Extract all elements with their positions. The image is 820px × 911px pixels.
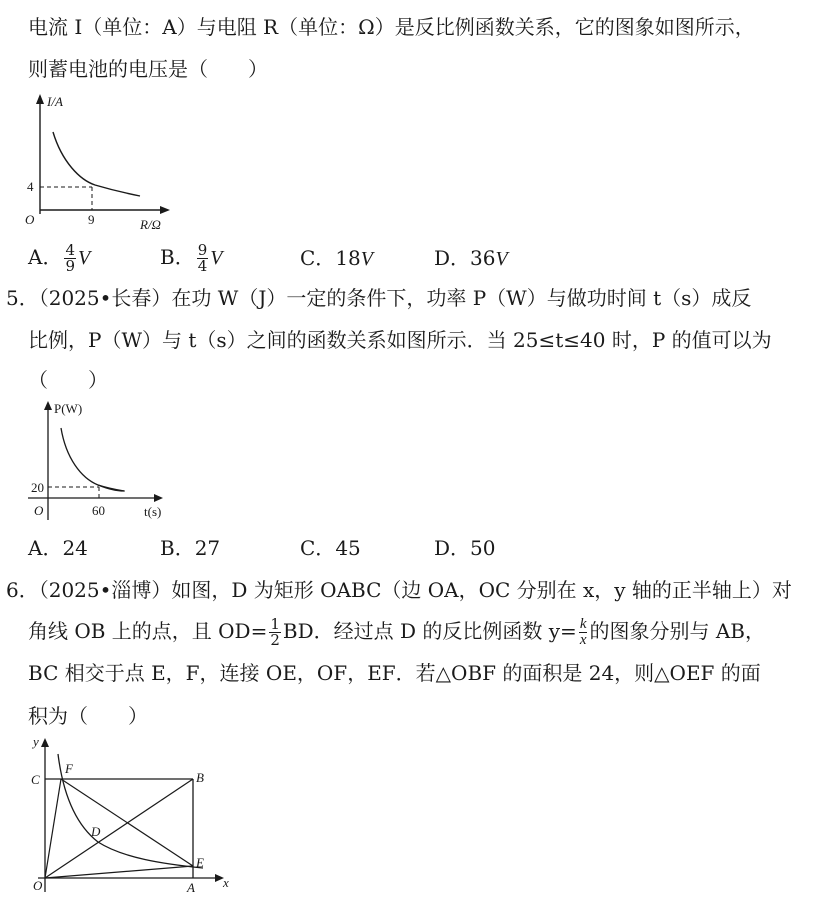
q5-option-b[interactable]: B．27 bbox=[160, 536, 221, 560]
option-letter: D． bbox=[434, 246, 471, 270]
option-letter: C． bbox=[300, 246, 336, 270]
q5-text-line3: （ ） bbox=[28, 368, 108, 392]
fraction-k-over-x: $\frac{k}{x}$ bbox=[579, 616, 587, 648]
q4-option-b[interactable]: B． $\frac{9}{4}$ V bbox=[160, 241, 223, 275]
fraction: $\frac{4}{9}$ bbox=[65, 241, 75, 275]
option-letter: D． bbox=[434, 536, 471, 560]
q5-text-line2: 比例，P（W）与 t（s）之间的函数关系如图所示．当 25≤t≤40 时，P 的值可以为 bbox=[28, 328, 772, 352]
q5-y-label: P(W) bbox=[54, 401, 83, 416]
q4-origin: O bbox=[25, 212, 35, 227]
q6-line-OF bbox=[45, 779, 61, 878]
q4-option-c[interactable]: C．18V bbox=[300, 246, 373, 270]
q6-y-arrow bbox=[41, 738, 49, 747]
q5-graph bbox=[26, 398, 176, 523]
q4-y-tick: 4 bbox=[27, 179, 34, 194]
q6-text-line3: BC 相交于点 E，F，连接 OE，OF，EF．若△OBF 的面积是 24，则△OEF 的面 bbox=[28, 661, 761, 685]
q5-x-tick: 60 bbox=[92, 503, 105, 518]
q5-option-c[interactable]: C．45 bbox=[300, 536, 361, 560]
q5-y-tick: 20 bbox=[31, 480, 44, 495]
q4-option-a[interactable]: A． $\frac{4}{9}$ V bbox=[28, 241, 91, 275]
q6-graph bbox=[28, 732, 243, 894]
q4-graph bbox=[20, 92, 185, 234]
q6-label-B: B bbox=[196, 770, 204, 785]
q6-label-F: F bbox=[65, 761, 73, 776]
q5-option-a[interactable]: A．24 bbox=[28, 536, 88, 560]
q6-label-E: E bbox=[196, 855, 204, 870]
q6-text-line4: 积为（ ） bbox=[28, 704, 148, 728]
fraction: $\frac{9}{4}$ bbox=[197, 241, 208, 275]
q4-text-line1: 电流 I（单位：A）与电阻 R（单位：Ω）是反比例函数关系，它的图象如图所示， bbox=[28, 15, 755, 39]
q6-text-line1: 6．（2025•淄博）如图，D 为矩形 OABC（边 OA，OC 分别在 x，y 轴的正半轴上）对 bbox=[6, 578, 792, 602]
q6-label-x: x bbox=[223, 875, 229, 890]
q5-y-arrow bbox=[44, 401, 52, 410]
q6-label-D: D bbox=[91, 824, 101, 839]
q5-origin: O bbox=[34, 503, 44, 518]
q4-x-tick: 9 bbox=[88, 212, 95, 227]
option-letter: A． bbox=[28, 536, 63, 560]
q4-x-label: R/Ω bbox=[140, 217, 161, 232]
q4-option-d[interactable]: D．36V bbox=[434, 246, 508, 270]
q6-label-C: C bbox=[31, 772, 40, 787]
q5-curve bbox=[61, 428, 124, 491]
q4-x-arrow bbox=[160, 206, 170, 214]
q4-y-label: I/A bbox=[47, 94, 63, 109]
q6-text-line2: 角线 OB 上的点，且 OD= $\frac{1}{2}$ BD．经过点 D 的反比例函数 y= $\frac{k}{x}$ 的图象分别与 AB， bbox=[28, 615, 765, 649]
q5-x-label: t(s) bbox=[144, 504, 162, 519]
fraction-half: $\frac{1}{2}$ bbox=[270, 615, 280, 649]
q5-text-line1: 5．（2025•长春）在功 W（J）一定的条件下，功率 P（W）与做功时间 t（s）成反 bbox=[6, 286, 752, 310]
q6-label-O: O bbox=[33, 878, 43, 893]
q6-curve bbox=[58, 754, 203, 868]
option-letter: B． bbox=[160, 536, 195, 560]
q6-label-A: A bbox=[187, 880, 195, 894]
option-letter: C． bbox=[300, 536, 336, 560]
q5-option-d[interactable]: D．50 bbox=[434, 536, 496, 560]
q4-text-line2: 则蓄电池的电压是（ ） bbox=[28, 57, 268, 81]
q6-line-OE bbox=[45, 866, 193, 878]
option-letter: A． bbox=[28, 245, 63, 269]
q5-x-arrow bbox=[154, 494, 163, 502]
q4-y-arrow bbox=[36, 94, 44, 104]
option-letter: B． bbox=[160, 245, 195, 269]
q6-label-y: y bbox=[33, 734, 39, 749]
q4-curve bbox=[53, 132, 140, 196]
